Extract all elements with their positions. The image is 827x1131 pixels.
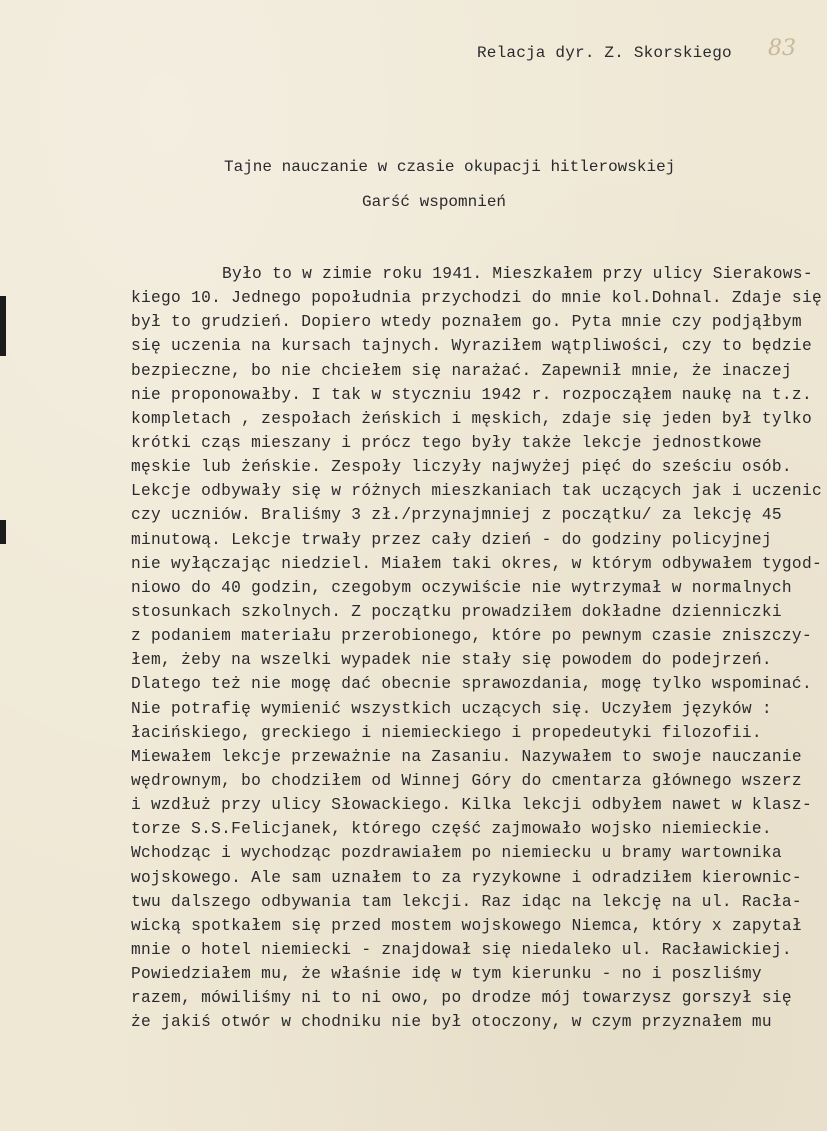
text-line: łacińskiego, greckiego i niemieckiego i propedeutyki filozofii. xyxy=(131,723,762,742)
scan-edge-mark-bottom xyxy=(0,520,6,544)
text-line: z podaniem materiału przerobionego, które po pewnym czasie zniszczy- xyxy=(131,627,812,646)
text-line: Wchodząc i wychodząc pozdrawiałem po niemiecku u bramy wartownika xyxy=(131,844,782,863)
text-line: czy uczniów. Braliśmy 3 zł./przynajmniej z początku/ za lekcję 45 xyxy=(131,506,782,525)
text-line: kompletach , zespołach żeńskich i męskich, zdaje się jeden był tylko xyxy=(131,409,812,428)
text-line: Dlatego też nie mogę dać obecnie sprawozdania, mogę tylko wspominać. xyxy=(131,675,812,694)
document-title: Tajne nauczanie w czasie okupacji hitlerowskiej xyxy=(224,158,676,176)
body-text xyxy=(131,262,821,1035)
text-line: krótki cząs mieszany i prócz tego były także lekcje jednostkowe xyxy=(131,433,762,452)
text-line: wicką spotkałem się przed mostem wojskowego Niemca, który x zapytał xyxy=(131,916,802,935)
text-line: był to grudzień. Dopiero wtedy poznałem go. Pyta mnie czy podjąłbym xyxy=(131,313,802,332)
text-line: się uczenia na kursach tajnych. Wyraziłem wątpliwości, czy to będzie xyxy=(131,337,812,356)
author-header: Relacja dyr. Z. Skorskiego xyxy=(477,44,732,62)
text-line: mnie o hotel niemiecki - znajdował się niedaleko ul. Racławickiej. xyxy=(131,940,792,959)
text-line: twu dalszego odbywania tam lekcji. Raz idąc na lekcję na ul. Racła- xyxy=(131,892,802,911)
text-line: razem, mówiliśmy ni to ni owo, po drodze mój towarzysz gorszył się xyxy=(131,989,792,1008)
text-line: nie proponowałby. I tak w styczniu 1942 r. rozpocząłem naukę na t.z. xyxy=(131,385,812,404)
text-line: i wzdłuż przy ulicy Słowackiego. Kilka lekcji odbyłem nawet w klasz- xyxy=(131,796,812,815)
text-line: nie wyłączając niedziel. Miałem taki okres, w którym odbywałem tygod- xyxy=(131,554,822,573)
text-line: Nie potrafię wymienić wszystkich uczących się. Uczyłem języków : xyxy=(131,699,772,718)
text-line: stosunkach szkolnych. Z początku prowadziłem dokładne dzienniczki xyxy=(131,602,782,621)
text-line: wędrownym, bo chodziłem od Winnej Góry do cmentarza głównego wszerz xyxy=(131,771,802,790)
text-line: wojskowego. Ale sam uznałem to za ryzykowne i odradziłem kierownic- xyxy=(131,868,802,887)
text-line: kiego 10. Jednego popołudnia przychodzi do mnie kol.Dohnal. Zdaje się xyxy=(131,289,822,308)
text-line: niowo do 40 godzin, czegobym oczywiście nie wytrzymał w normalnych xyxy=(131,578,792,597)
document-subtitle: Garść wspomnień xyxy=(362,193,507,211)
text-line: że jakiś otwór w chodniku nie był otoczony, w czym przyznałem mu xyxy=(131,1013,772,1032)
text-line: męskie lub żeńskie. Zespoły liczyły najwyżej pięć do sześciu osób. xyxy=(131,458,792,477)
text-line: Było to w zimie roku 1941. Mieszkałem przy ulicy Sierakows- xyxy=(222,265,813,283)
text-line: bezpieczne, bo nie chciełem się narażać. Zapewnił mnie, że inaczej xyxy=(131,361,792,380)
text-line: torze S.S.Felicjanek, którego część zajmowało wojsko niemieckie. xyxy=(131,820,772,839)
text-line: łem, żeby na wszelki wypadek nie stały się powodem do podejrzeń. xyxy=(131,651,772,670)
text-line: Miewałem lekcje przeważnie na Zasaniu. Nazywałem to swoje nauczanie xyxy=(131,747,802,766)
text-line: Powiedziałem mu, że właśnie idę w tym kierunku - no i poszliśmy xyxy=(131,965,762,984)
text-line: minutową. Lekcje trwały przez cały dzień - do godziny policyjnej xyxy=(131,530,772,549)
text-line: Lekcje odbywały się w różnych mieszkaniach tak uczących jak i uczenic xyxy=(131,482,822,501)
scan-edge-mark-top xyxy=(0,296,6,356)
page-number: 83 xyxy=(768,36,796,61)
